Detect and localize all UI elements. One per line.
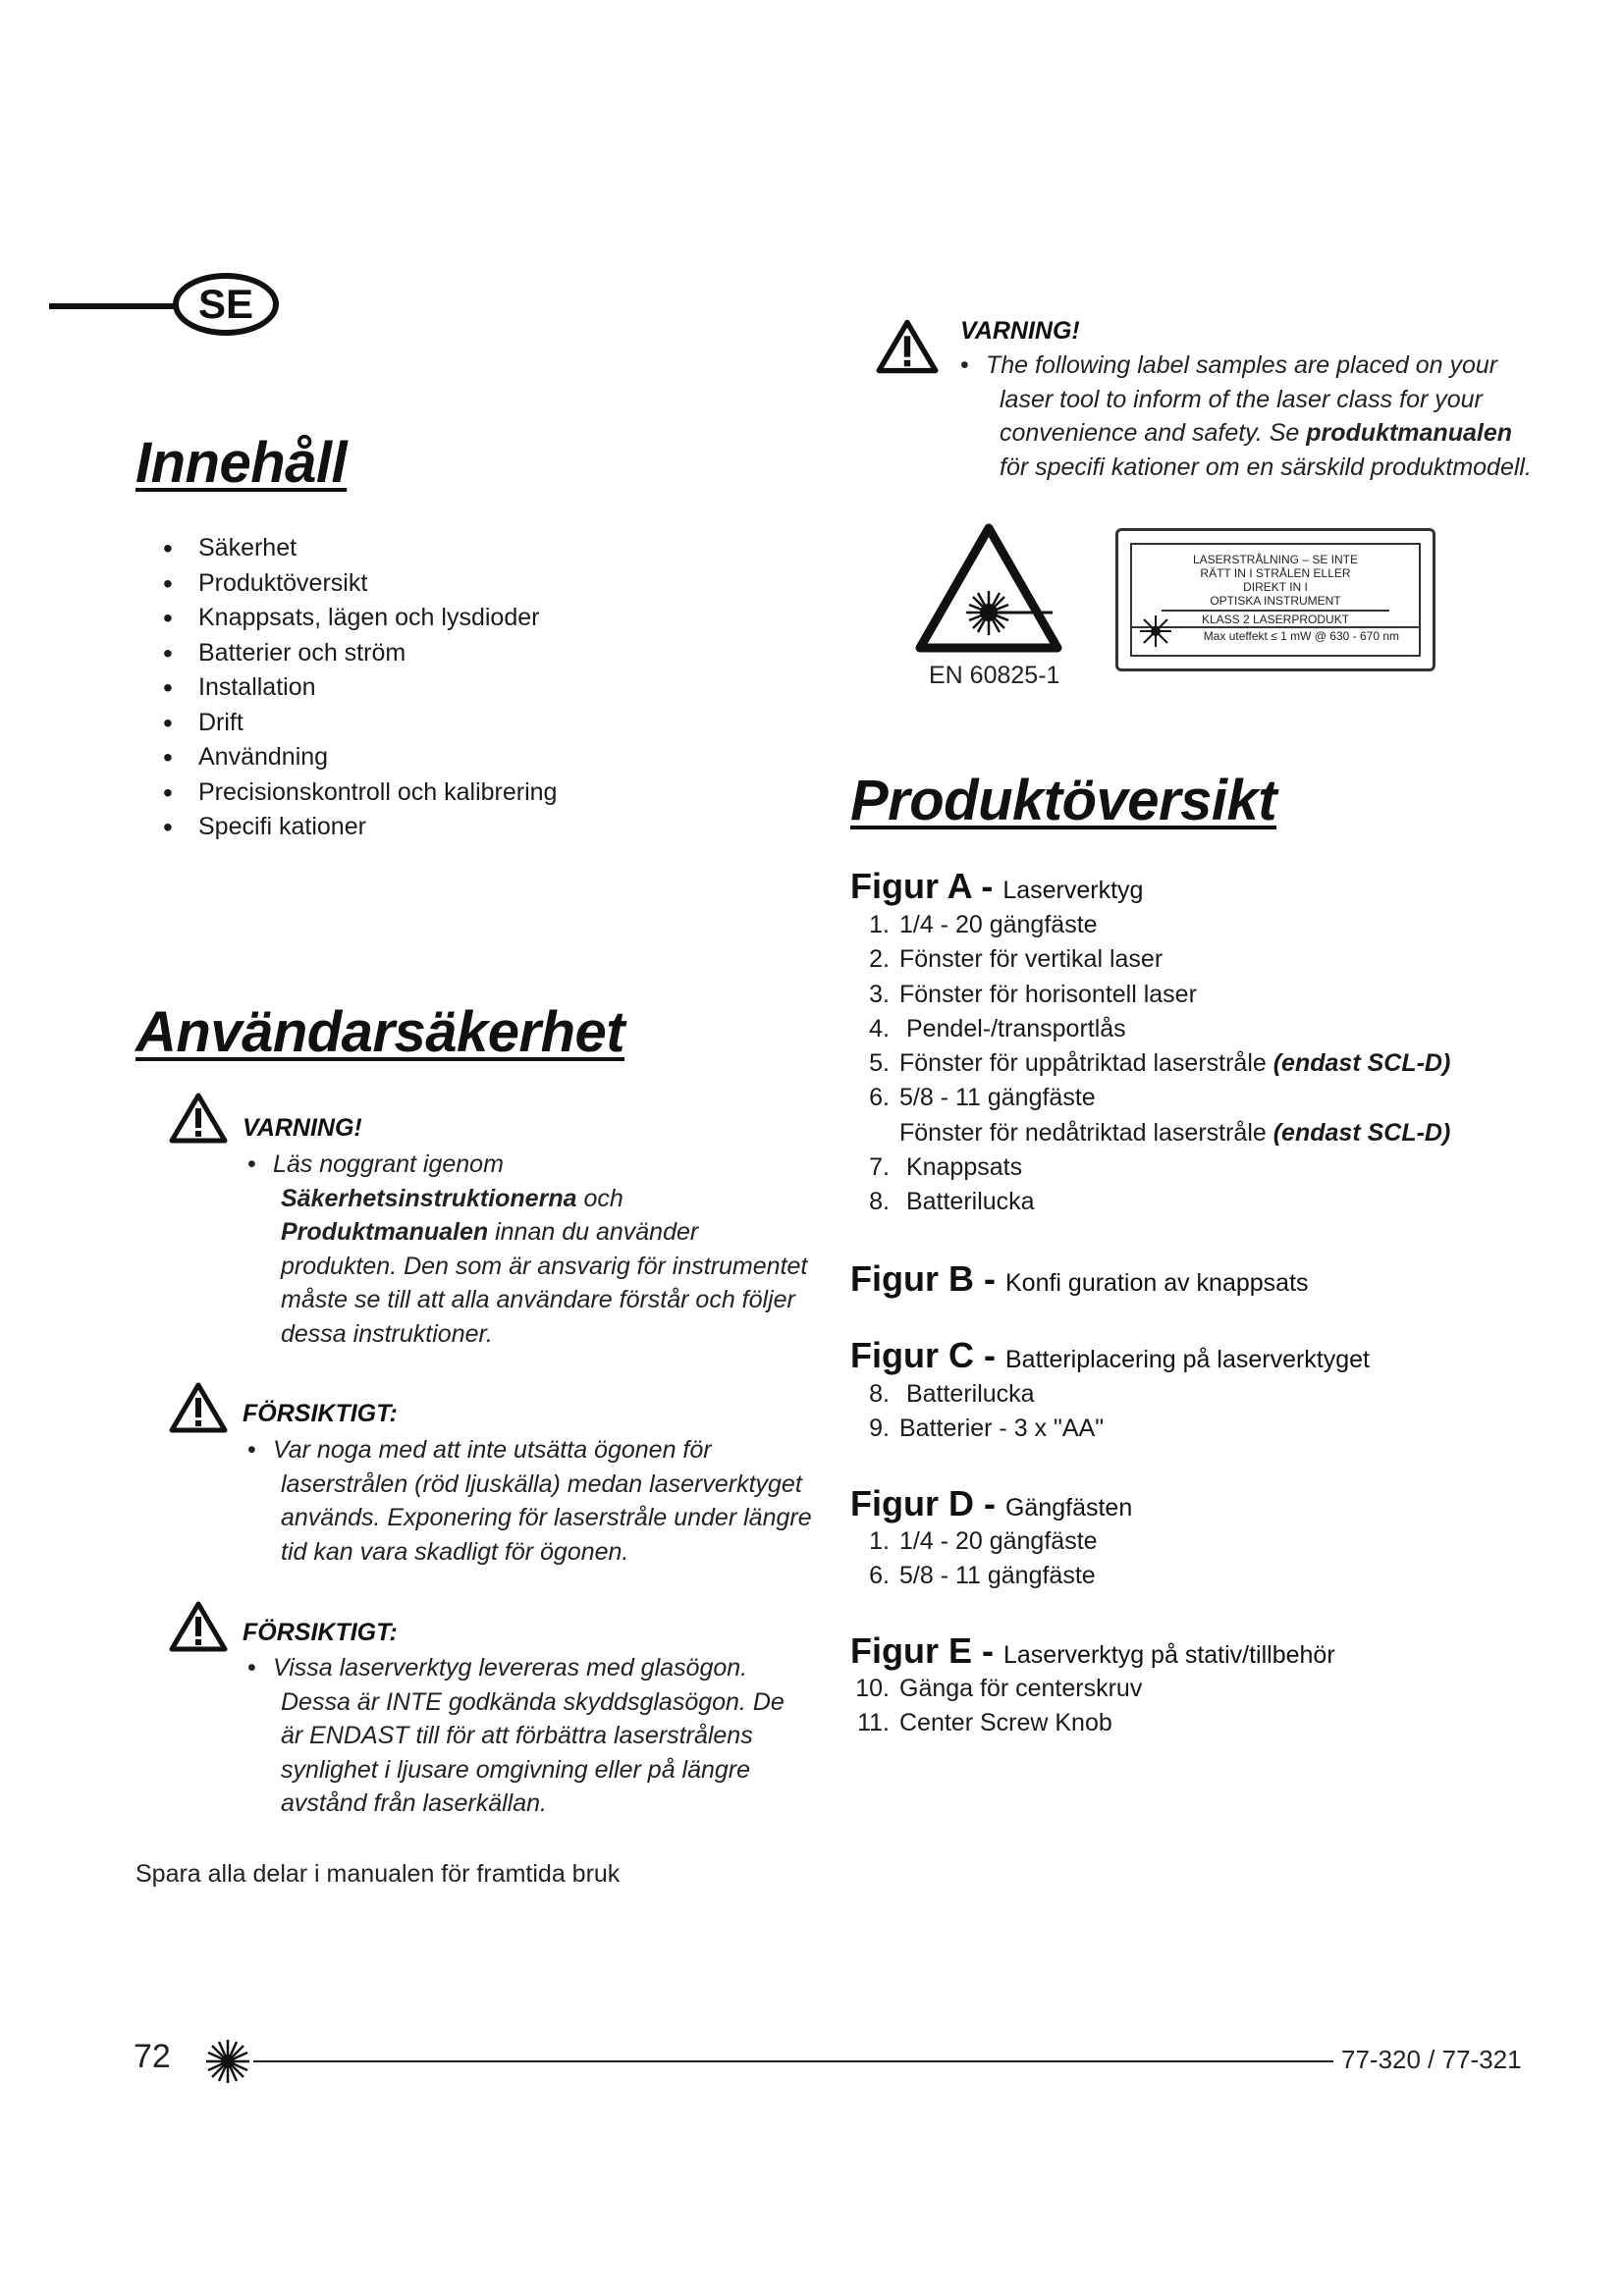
contents-item: • Precisionskontroll och kalibrering [163,775,557,811]
footer-rule [253,2060,1333,2062]
model-number: 77-320 / 77-321 [1341,2045,1522,2074]
contents-item: • Knappsats, lägen och lysdioder [163,601,557,636]
figure-c-heading: Figur C - Batteriplacering på laserverktyget [850,1335,1371,1375]
language-badge-line [49,303,177,309]
list-item: 3. Fönster för horisontell laser [869,980,1197,1008]
list-item: 6. 5/8 - 11 gängfäste [869,1562,1096,1590]
label-line: KLASS 2 LASERPRODUKT [1162,610,1389,626]
contents-item: • Användning [163,740,557,775]
list-item: 8. Batterilucka [869,1380,1035,1408]
contents-item: • Batterier och ström [163,636,557,671]
label-line: Max uteffekt ≤ 1 mW @ 630 - 670 nm [1132,626,1419,643]
page-number: 72 [134,2038,171,2075]
list-item: 1. 1/4 - 20 gängfäste [869,1527,1098,1555]
figure-b-heading: Figur B - Konfi guration av knappsats [850,1258,1309,1299]
laser-warning-label [1115,528,1435,671]
warning-text: • Läs noggrant igenom Säkerhetsinstruktionerna och Produktmanualen innan du använder produkten. Den som är ansvarig för instrumentet måste se till att alla användare förstår och följer dessa instruktioner. [247,1150,808,1348]
list-item: 6. 5/8 - 11 gängfäste [869,1084,1096,1112]
label-line: RÄTT IN I STRÅLEN ELLER [1200,566,1351,580]
figure-a-heading: Figur A - Laserverktyg [850,866,1144,906]
contents-list [163,531,557,845]
list-item: 8. Batterilucka [869,1188,1035,1216]
list-item: 2. Fönster för vertikal laser [869,945,1164,974]
caution-text: • Var noga med att inte utsätta ögonen för laserstrålen (röd ljuskälla) medan laserverktyget används. Exponering för laserstråle under längre tid kan vara skadligt för ögonen. [247,1436,812,1566]
warning-title: VARNING! [243,1114,362,1142]
laser-hazard-icon [915,522,1062,655]
list-item: 1. 1/4 - 20 gängfäste [869,911,1098,938]
caution-title: FÖRSIKTIGT: [243,1619,398,1646]
contents-title: Innehåll [135,431,348,495]
figure-d-heading: Figur D - Gängfästen [850,1483,1133,1523]
list-item: 9. Batterier - 3 x "AA" [869,1415,1105,1443]
warning-triangle-icon [169,1093,228,1144]
figure-a-list [850,908,1450,1220]
list-item: 4. Pendel-/transportlås [869,1014,1126,1042]
caution-triangle-icon [169,1601,228,1652]
label-line: LASERSTRÅLNING – SE INTE [1192,553,1359,566]
contents-item: • Produktöversikt [163,566,557,602]
label-line: OPTISKA INSTRUMENT [1210,594,1341,608]
laser-burst-icon [204,2038,251,2085]
caution-triangle-icon [169,1382,228,1433]
caution-title: FÖRSIKTIGT: [243,1400,398,1427]
contents-item: • Installation [163,670,557,706]
warning-triangle-icon [876,319,939,374]
save-note: Spara alla delar i manualen för framtida bruk [135,1860,621,1888]
user-safety-title: Användarsäkerhet [135,1000,625,1064]
contents-item: • Specifi kationer [163,810,557,845]
list-item: 5. Fönster för uppåtriktad laserstråle (endast SCL-D) [869,1049,1451,1078]
contents-item: • Drift [163,706,557,741]
language-badge: SE [173,273,279,336]
label-line: DIREKT IN I [1243,580,1308,594]
list-item: 11. Center Screw Knob [857,1709,1112,1737]
list-item: 10. Gänga för centerskruv [855,1675,1143,1702]
contents-item: • Säkerhet [163,531,557,566]
product-overview-title: Produktöversikt [850,769,1277,832]
caution-text: • Vissa laserverktyg levereras med glasögon. Dessa är INTE godkända skyddsglasögon. De är ENDAST till för att förbättra laserstrålens synlighet i ljusare omgivning eller på längre avstånd från laserkällan. [247,1654,785,1817]
laser-burst-icon [1138,614,1173,649]
standard-label: EN 60825-1 [929,662,1060,689]
warning-title: VARNING! [960,317,1080,345]
list-item: Fönster för nedåtriktad laserstråle (endast SCL-D) [899,1118,1451,1147]
figure-c-list [850,1377,1104,1447]
warning-text: • The following label samples are placed on your laser tool to inform of the laser class for your convenience and safety. Se produktmanualen för specifi kationer om en särskild produktmodell. [960,351,1532,481]
list-item: 7. Knappsats [869,1153,1023,1182]
figure-e-heading: Figur E - Laserverktyg på stativ/tillbehör [850,1630,1335,1671]
figure-d-list [850,1524,1098,1594]
figure-e-list [850,1672,1142,1741]
